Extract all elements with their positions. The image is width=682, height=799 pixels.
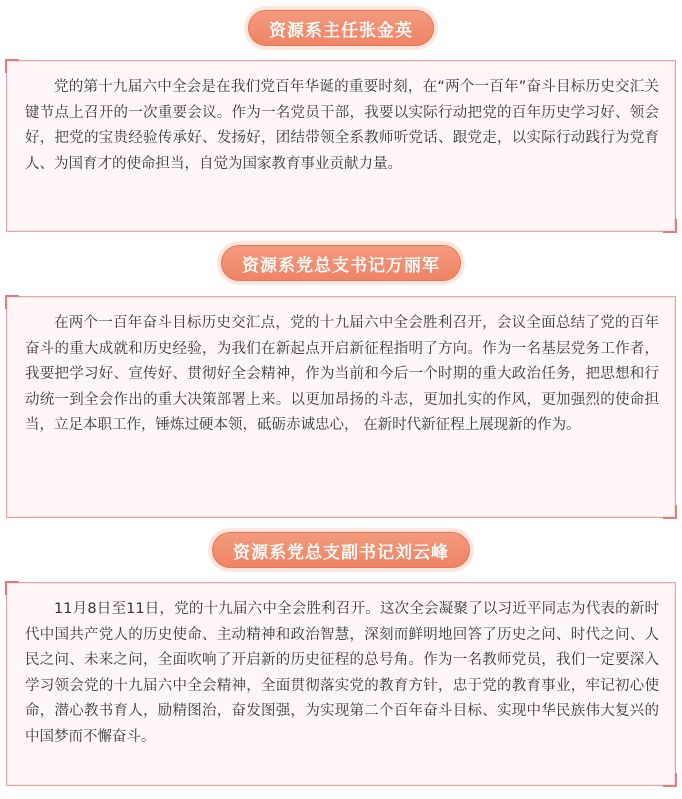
- section-1-title-pill: [244, 6, 438, 50]
- section-1-paragraph: 党的第十九届六中全会是在我们党百年华诞的重要时刻，在“两个一百年”奋斗目标历史交汇关键节点上召开的一次重要会议。作为一名党员干部，我要以实际行动把党的百年历史学习好、领会好，把党的宝贵经验传承好、发扬好，团结带领全系教师听党话、跟党走，以实际行动践行为党育人、为国育才的使命担当，自觉为国家教育事业贡献力量。: [25, 79, 659, 172]
- section-3-paragraph: 11月8日至11日，党的十九届六中全会胜利召开。这次全会凝聚了以习近平同志为代表的新时代中国共产党人的历史使命、主动精神和政治智慧，深刻而鲜明地回答了历史之问、时代之问、人民之问、未来之问，全面吹响了开启新的历史征程的总号角。作为一名教师党员，我们一定要深入学习领会党的十九届六中全会精神，全面贯彻落实党的教育方针，忠于党的教育事业，牢记初心使命，潜心教书育人，励精图治，奋发图强，为实现第二个百年奋斗目标、实现中华民族伟大复兴的中国梦而不懈奋斗。: [25, 601, 659, 745]
- section-1-title: 资源系主任张金英: [248, 10, 434, 46]
- section-3-title: 资源系党总支副书记刘云峰: [212, 532, 470, 568]
- section-3-title-pill: [208, 528, 474, 572]
- section-2-textbox: [6, 296, 676, 518]
- corner-decoration: [663, 505, 677, 519]
- section-1-textbox: [6, 60, 676, 232]
- section-2-title-pill: [217, 241, 465, 285]
- corner-decoration: [663, 773, 677, 787]
- corner-decoration: [5, 295, 19, 309]
- corner-decoration: [5, 581, 19, 595]
- section-2-title: 资源系党总支书记万丽军: [221, 245, 461, 281]
- corner-decoration: [5, 59, 19, 73]
- corner-decoration: [663, 219, 677, 233]
- section-2-paragraph: 在两个一百年奋斗目标历史交汇点，党的十九届六中全会胜利召开，会议全面总结了党的百年奋斗的重大成就和历史经验，为我们在新起点开启新征程指明了方向。作为一名基层党务工作者，我要把学习好、宣传好、贯彻好全会精神，作为当前和今后一个时期的重大政治任务，把思想和行动统一到全会作出的重大决策部署上来。以更加昂扬的斗志，更加扎实的作风，更加强烈的使命担当，立足本职工作，锤炼过硬本领，砥砺赤诚忠心， 在新时代新征程上展现新的作为。: [25, 315, 659, 433]
- section-3-textbox: [6, 582, 676, 786]
